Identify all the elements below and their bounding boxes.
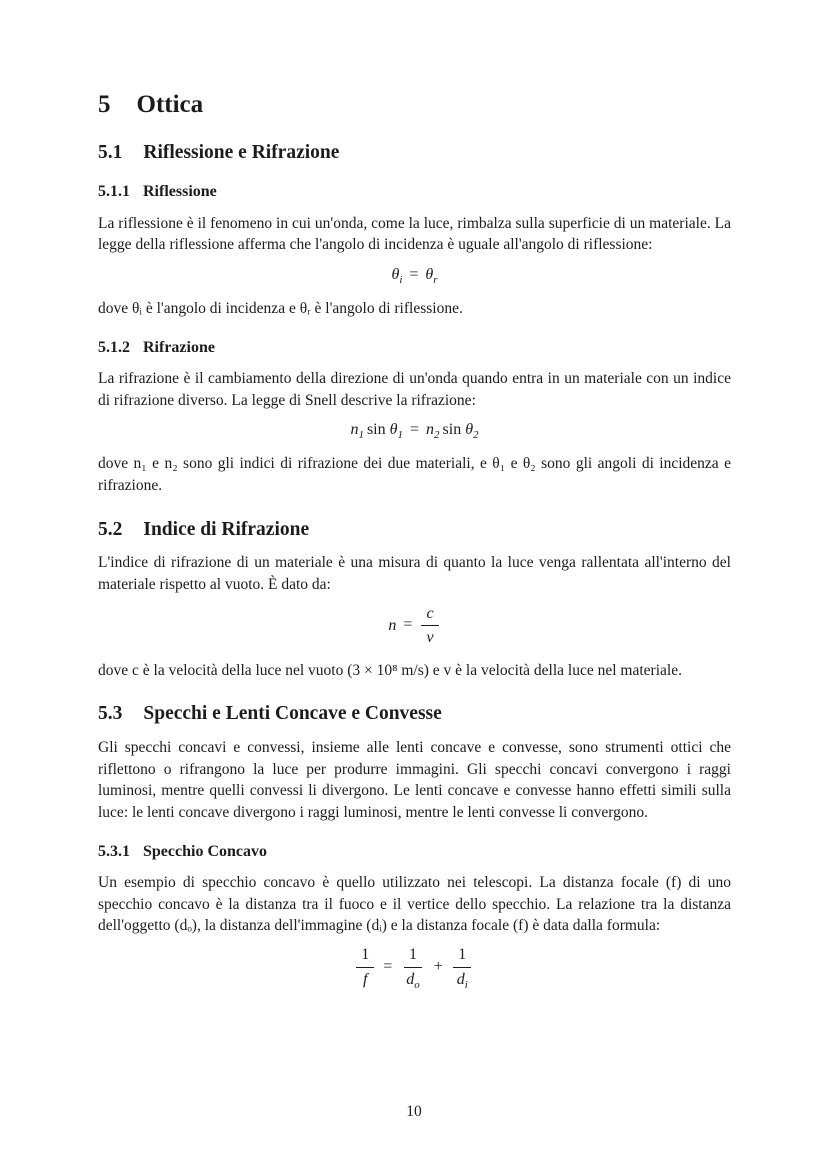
math-var: θ [425, 265, 434, 283]
fraction-numerator: c [421, 605, 438, 627]
subsection-number: 5.3 [98, 703, 123, 725]
section-title: Ottica [136, 91, 204, 118]
math-subscript: i [399, 274, 403, 287]
math-var: n [350, 421, 359, 439]
math-var: θ [391, 265, 400, 283]
fraction-denominator [452, 968, 473, 989]
subsubsection-heading-riflessione [98, 183, 731, 201]
paragraph-riflessione-intro: La riflessione è il fenomeno in cui un'onda, come la luce, rimbalza sulla superficie di un materiale. La legge della riflessione afferma che l'angolo di incidenza è uguale all'angolo di riflessione: [98, 214, 731, 254]
math-fraction [452, 946, 473, 991]
equation-refractive-index [98, 605, 731, 647]
math-var: θ [465, 421, 474, 439]
math-subscript: 1 [358, 429, 364, 442]
page-number: 10 [406, 1103, 422, 1120]
paragraph-indice-intro: L'indice di rifrazione di un materiale è una misura di quanto la luce venga rallentata all'interno del materiale rispetto al vuoto. È dato da: [98, 554, 731, 593]
paragraph-riflessione-legend: dove θᵢ è l'angolo di incidenza e θᵣ è l'angolo di riflessione. [98, 299, 463, 317]
subsubsection-heading-rifrazione [98, 339, 731, 357]
math-equals: = [403, 616, 413, 634]
paragraph-indice-legend: dove c è la velocità della luce nel vuoto (3 × 10⁸ m/s) e v è la velocità della luce nel materiale. [98, 661, 682, 679]
fraction-denominator: v [426, 629, 434, 647]
section-heading-ottica [98, 91, 731, 120]
subsection-number: 5.2 [98, 518, 123, 540]
subsubsection-title: Riflessione [143, 183, 217, 201]
subsection-title: Specchi e Lenti Concave e Convesse [143, 703, 442, 725]
subsection-heading-indice-rifrazione [98, 519, 731, 541]
math-var: d [456, 970, 465, 988]
fraction-numerator: 1 [404, 946, 422, 968]
subsection-title: Indice di Rifrazione [143, 518, 310, 540]
subsubsection-number: 5.3.1 [98, 842, 130, 860]
subsection-number: 5.1 [98, 141, 123, 163]
math-subscript: o [414, 978, 420, 991]
math-plus: + [433, 957, 443, 975]
subsubsection-number: 5.1.2 [98, 338, 130, 356]
paragraph-rifrazione-intro: La rifrazione è il cambiamento della direzione di un'onda quando entra in un materiale con un indice di rifrazione diverso. La legge di Snell descrive la rifrazione: [98, 370, 731, 409]
math-function-sin: sin [366, 421, 386, 439]
page-content [98, 0, 731, 1001]
math-var: d [406, 970, 415, 988]
equation-mirror-formula [98, 946, 731, 991]
math-subscript: 1 [397, 429, 403, 442]
paragraph-specchi-lenti-intro: Gli specchi concavi e convessi, insieme alle lenti concave e convesse, sono strumenti ottici che riflettono o rifrangono la luce per produrre immagini. Gli specchi concavi convergono i raggi luminosi, mentre quelli convessi li divergono. Le lenti concave e convesse hanno effetti simili sulla luce: le lenti concave divergono i raggi luminosi, mentre le lenti convesse li convergono. [98, 738, 731, 821]
subsection-title: Riflessione e Rifrazione [143, 141, 340, 163]
paragraph-rifrazione-legend: dove n₁ e n₂ sono gli indici di rifrazione dei due materiali, e θ₁ e θ₂ sono gli angoli di incidenza e rifrazione. [98, 455, 731, 495]
math-subscript: r [433, 274, 438, 287]
subsubsection-title: Specchio Concavo [143, 842, 267, 860]
equation-law-of-reflection [98, 265, 731, 285]
subsubsection-heading-specchio-concavo [98, 843, 731, 861]
math-var: n [388, 616, 397, 634]
math-fraction [356, 946, 374, 988]
subsubsection-number: 5.1.1 [98, 183, 130, 201]
paragraph-specchio-concavo-intro: Un esempio di specchio concavo è quello utilizzato nei telescopi. La distanza focale (f) di uno specchio concavo è la distanza tra il fuoco e il vertice dello specchio. La relazione tra la distanza dell'oggetto (dₒ), la distanza dell'immagine (dᵢ) e la distanza focale (f) è data dalla formula: [98, 874, 731, 935]
math-var: n [426, 421, 435, 439]
math-subscript: 2 [434, 429, 440, 442]
math-fraction [421, 605, 438, 647]
fraction-denominator [401, 968, 425, 989]
math-function-sin: sin [442, 421, 462, 439]
subsubsection-title: Rifrazione [143, 338, 215, 356]
section-number: 5 [98, 91, 111, 118]
math-equals: = [409, 265, 419, 283]
fraction-numerator: 1 [356, 946, 374, 968]
math-var: θ [389, 421, 398, 439]
fraction-denominator: f [362, 970, 368, 988]
subsection-heading-riflessione-rifrazione [98, 142, 731, 164]
subsection-heading-specchi-lenti [98, 703, 731, 725]
math-subscript: 2 [473, 429, 479, 442]
fraction-numerator: 1 [453, 946, 471, 968]
math-subscript: i [464, 978, 468, 991]
equation-snell-law [98, 420, 731, 440]
math-equals: = [383, 957, 393, 975]
math-equals: = [409, 421, 420, 439]
math-fraction [401, 946, 425, 991]
